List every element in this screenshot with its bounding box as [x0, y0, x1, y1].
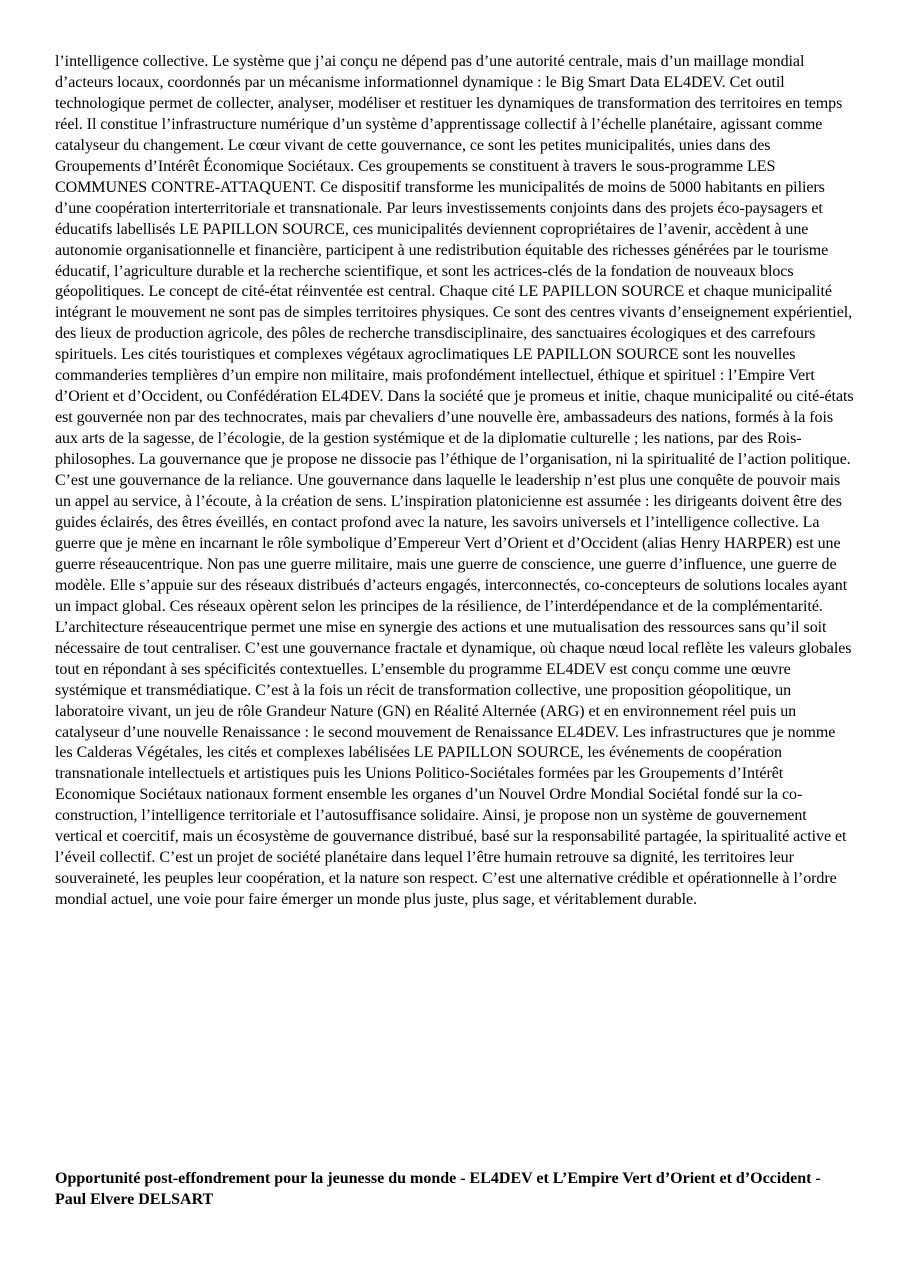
- document-footer-title: Opportunité post-effondrement pour la jeunesse du monde - EL4DEV et L’Empire Vert d’Orient et d’Occident - Paul Elvere DELSART: [55, 1170, 821, 1208]
- body-paragraph: l’intelligence collective. Le système que j’ai conçu ne dépend pas d’une autorité centrale, mais d’un maillage mondial d’acteurs locaux, coordonnés par un mécanisme informationnel dynamique : le Big Smart Data EL4DEV. Cet outil technologique permet de collecter, analyser, modéliser et restituer les dynamiques de transformation des territoires en temps réel. Il constitue l’infrastructure numérique d’un système d’apprentissage collectif à l’échelle planétaire, agissant comme catalyseur du changement. Le cœur vivant de cette gouvernance, ce sont les petites municipalités, unies dans des Groupements d’Intérêt Économique Sociétaux. Ces groupements se constituent à travers le sous-programme LES COMMUNES CONTRE-ATTAQUENT. Ce dispositif transforme les municipalités de moins de 5000 habitants en piliers d’une coopération interterritoriale et transnationale. Par leurs investissements conjoints dans des projets éco-paysagers et éducatifs labellisés LE PAPILLON SOURCE, ces municipalités deviennent copropriétaires de l’avenir, accèdent à une autonomie organisationnelle et financière, participent à une redistribution équitable des richesses générées par le tourisme éducatif, l’agriculture durable et la recherche scientifique, et sont les actrices-clés de la fondation de nouveaux blocs géopolitiques. Le concept de cité-état réinventée est central. Chaque cité LE PAPILLON SOURCE et chaque municipalité intégrant le mouvement ne sont pas de simples territoires physiques. Ce sont des centres vivants d’enseignement expérientiel, des lieux de production agricole, des pôles de recherche transdisciplinaire, des sanctuaires écologiques et des carrefours spirituels. Les cités touristiques et complexes végétaux agroclimatiques LE PAPILLON SOURCE sont les nouvelles commanderies templières d’un empire non militaire, mais profondément intellectuel, éthique et spirituel : l’Empire Vert d’Orient et d’Occident, ou Confédération EL4DEV. Dans la société que je promeus et initie, chaque municipalité ou cité-états est gouvernée non par des technocrates, mais par chevaliers d’une nouvelle ère, ambassadeurs des nations, formés à la fois aux arts de la sagesse, de l’écologie, de la gestion systémique et de la diplomatie culturelle ; les nations, par des Rois-philosophes. La gouvernance que je propose ne dissocie pas l’éthique de l’organisation, ni la spiritualité de l’action politique. C’est une gouvernance de la reliance. Une gouvernance dans laquelle le leadership n’est plus une conquête de pouvoir mais un appel au service, à l’écoute, à la création de sens. L’inspiration platonicienne est assumée : les dirigeants doivent être des guides éclairés, des êtres éveillés, en contact profond avec la nature, les savoirs universels et l’intelligence collective. La guerre que je mène en incarnant le rôle symbolique d’Empereur Vert d’Orient et d’Occident (alias Henry HARPER) est une guerre réseaucentrique. Non pas une guerre militaire, mais une guerre de conscience, une guerre d’influence, une guerre de modèle. Elle s’appuie sur des réseaux distribués d’acteurs engagés, interconnectés, co-concepteurs de solutions locales ayant un impact global. Ces réseaux opèrent selon les principes de la résilience, de l’interdépendance et de la complémentarité. L’architecture réseaucentrique permet une mise en synergie des actions et une mutualisation des ressources sans qu’il soit nécessaire de tout centraliser. C’est une gouvernance fractale et dynamique, où chaque nœud local reflète les valeurs globales tout en répondant à ses spécificités contextuelles. L’ensemble du programme EL4DEV est conçu comme une œuvre systémique et transmédiatique. C’est à la fois un récit de transformation collective, une proposition géopolitique, un laboratoire vivant, un jeu de rôle Grandeur Nature (GN) en Réalité Alternée (ARG) et en environnement réel puis un catalyseur d’une nouvelle Renaissance : le second mouvement de Renaissance EL4DEV. Les infrastructures que je nomme les Calderas Végétales, les cités et complexes labélisées LE PAPILLON SOURCE, les événements de coopération transnationale intellectuels et artistiques puis les Unions Politico-Sociétales formées par les Groupements d’Intérêt Economique Sociétaux nationaux forment ensemble les organes d’un Nouvel Ordre Mondial Sociétal fondé sur la co-construction, l’intelligence territoriale et l’autosuffisance solidaire. Ainsi, je propose non un système de gouvernement vertical et coercitif, mais un écosystème de gouvernance distribué, basé sur la responsabilité partagée, la spiritualité active et l’éveil collectif. C’est un projet de société planétaire dans lequel l’être humain retrouve sa dignité, les territoires leur souveraineté, les peuples leur coopération, et la nature son respect. C’est une alternative crédible et opérationnelle à l’ordre mondial actuel, une voie pour faire émerger un monde plus juste, plus sage, et véritablement durable.: [55, 53, 854, 909]
